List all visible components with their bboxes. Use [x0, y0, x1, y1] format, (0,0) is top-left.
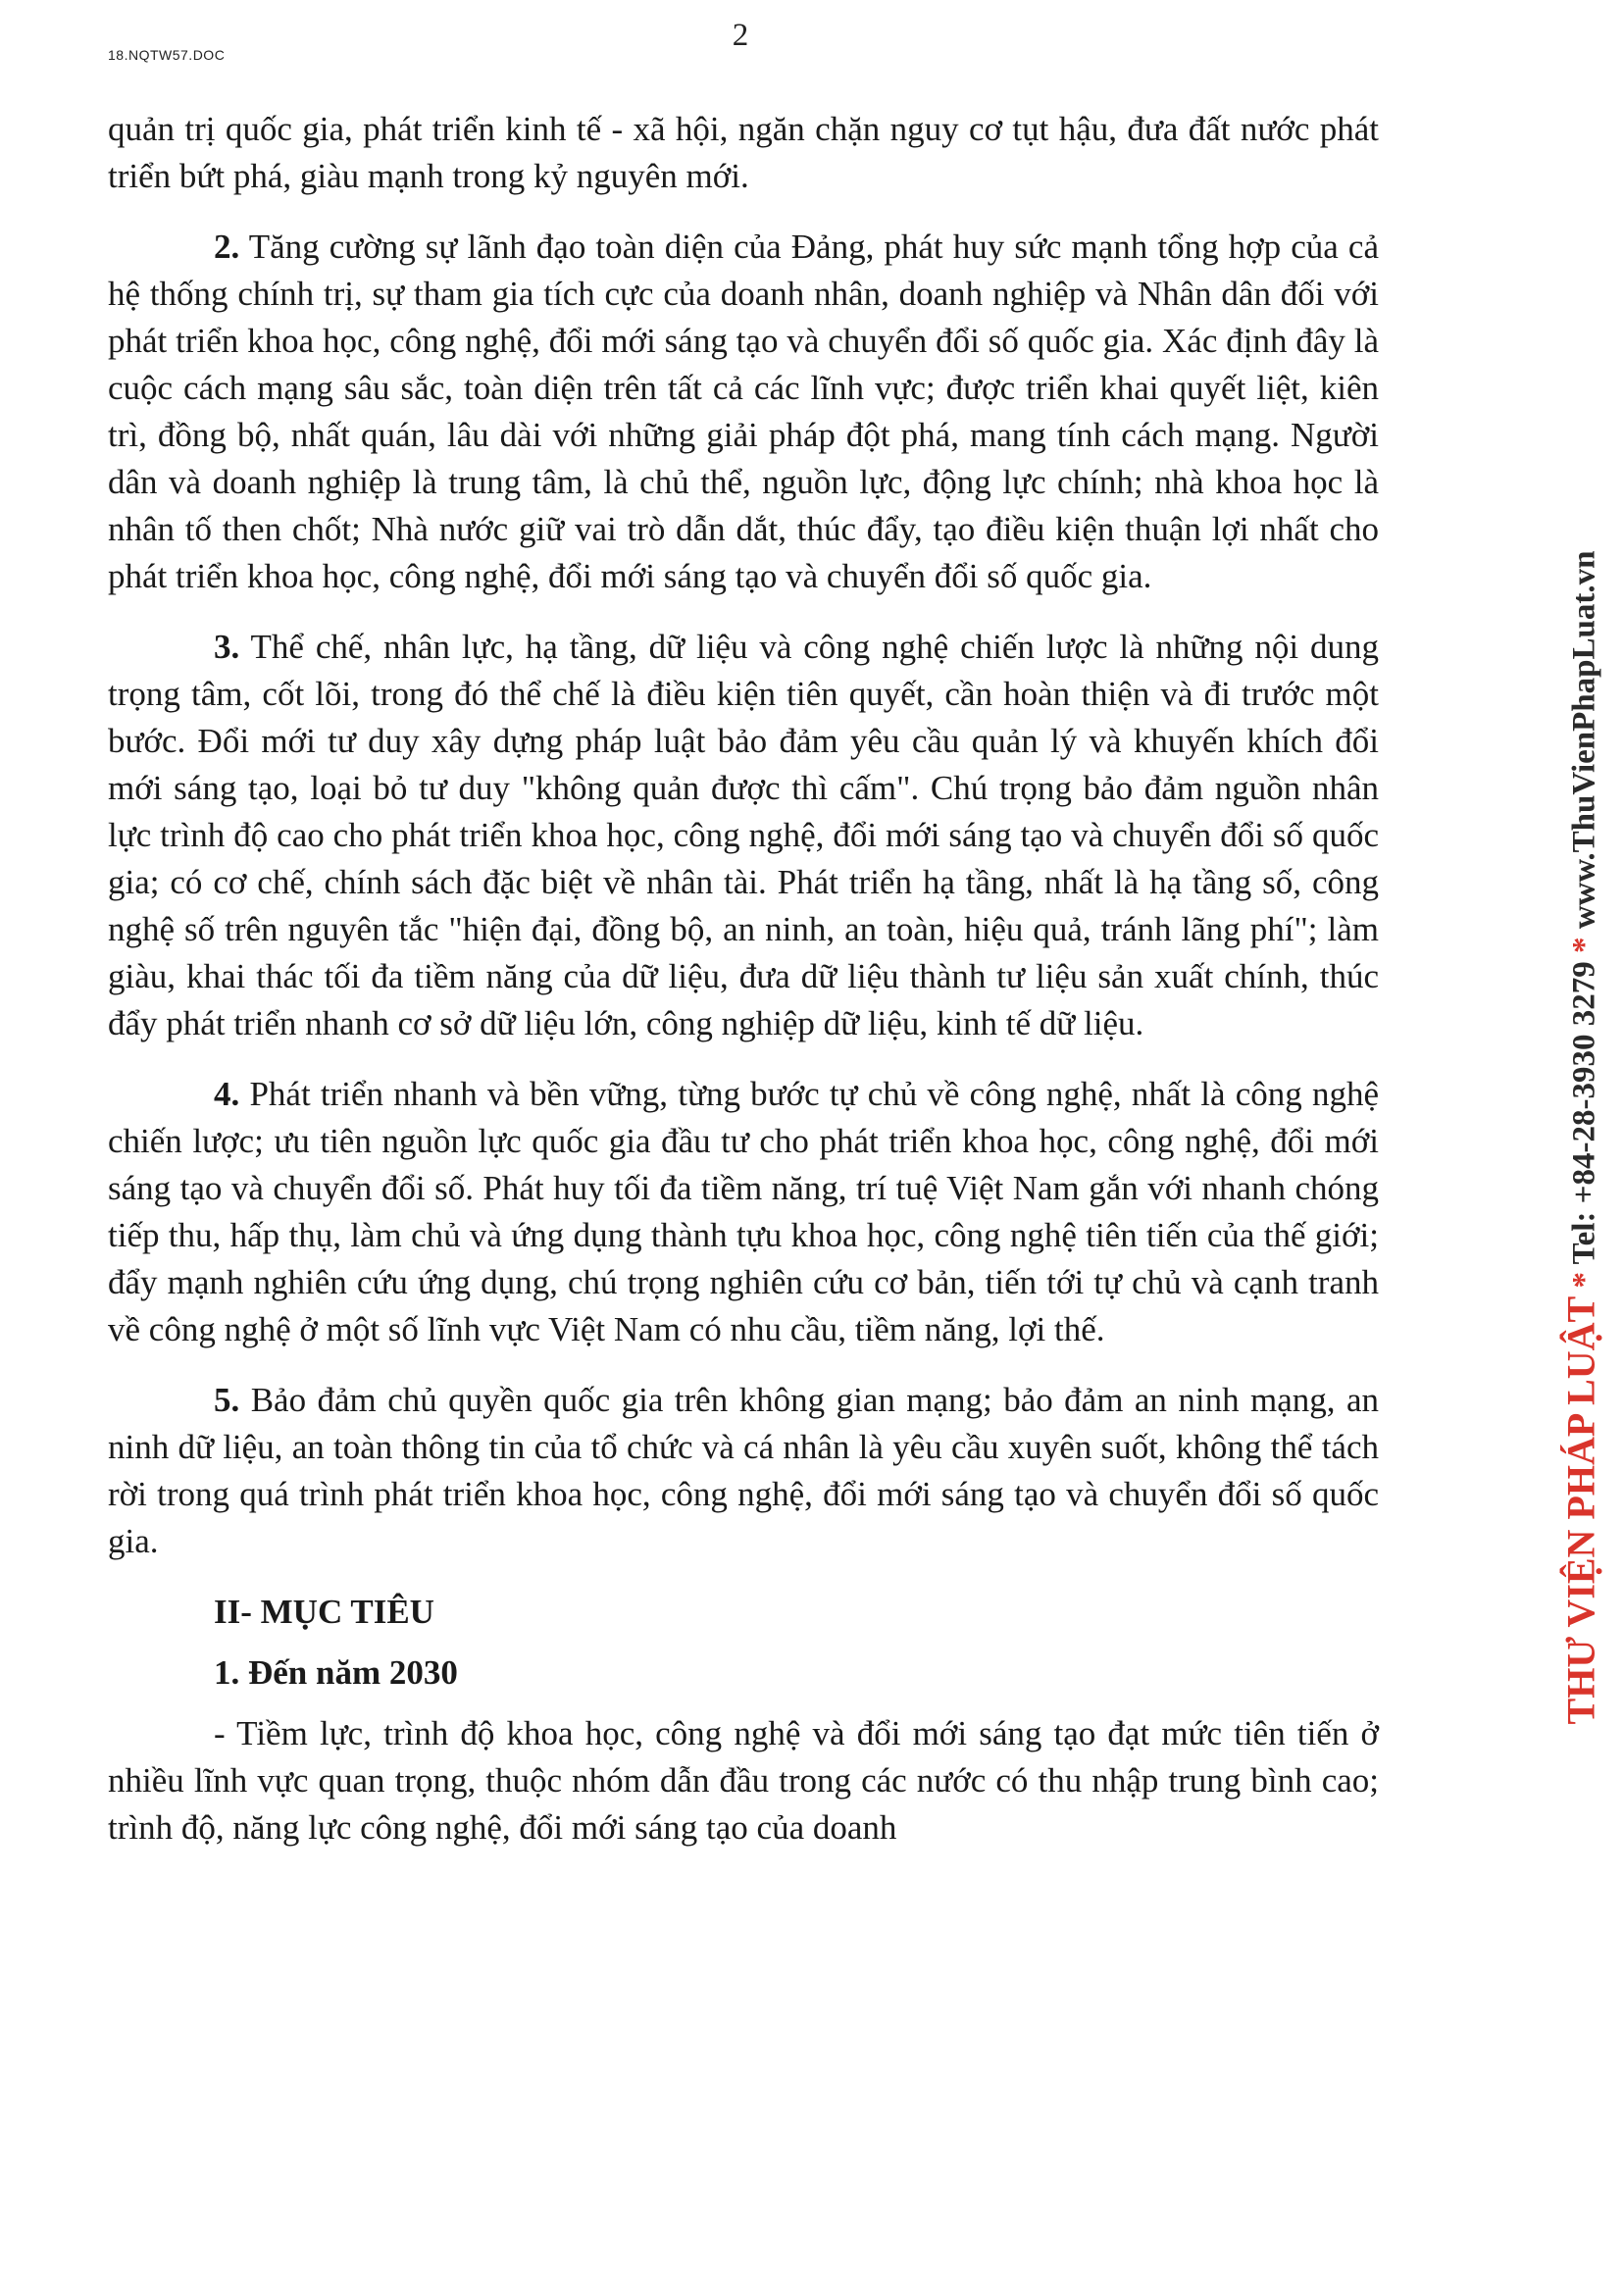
subsection-heading: 1. Đến năm 2030	[214, 1653, 458, 1692]
paragraph-point-2	[108, 224, 1379, 600]
section-heading: II- MỤC TIÊU	[214, 1593, 434, 1631]
point-number: 5.	[214, 1381, 240, 1419]
point-number: 4.	[214, 1075, 240, 1113]
page-number: 2	[732, 18, 749, 53]
paragraph-text: Thể chế, nhân lực, hạ tầng, dữ liệu và công nghệ chiến lược là những nội dung trọng tâm, cốt lõi, trong đó thể chế là điều kiện tiên quyết, cần hoàn thiện và đi trước một bước. Đổi mới tư duy xây dựng pháp luật bảo đảm yêu cầu quản lý và khuyến khích đổi mới sáng tạo, loại bỏ tư duy "không quản được thì cấm". Chú trọng bảo đảm nguồn nhân lực trình độ cao cho phát triển khoa học, công nghệ, đổi mới sáng tạo và chuyển đổi số quốc gia; có cơ chế, chính sách đặc biệt về nhân tài. Phát triển hạ tầng, nhất là hạ tầng số, công nghệ số trên nguyên tắc "hiện đại, đồng bộ, an ninh, an toàn, hiệu quả, tránh lãng phí"; làm giàu, khai thác tối đa tiềm năng của dữ liệu, đưa dữ liệu thành tư liệu sản xuất chính, thúc đẩy phát triển nhanh cơ sở dữ liệu lớn, công nghiệp dữ liệu, kinh tế dữ liệu.	[108, 628, 1379, 1042]
paragraph-point-3	[108, 624, 1379, 1047]
watermark-separator-2: *	[1566, 937, 1602, 954]
point-number: 3.	[214, 628, 240, 666]
paragraph-text: Tăng cường sự lãnh đạo toàn diện của Đảng, phát huy sức mạnh tổng hợp của cả hệ thống chính trị, sự tham gia tích cực của doanh nhân, doanh nghiệp và Nhân dân đối với phát triển khoa học, công nghệ, đổi mới sáng tạo và chuyển đổi số quốc gia. Xác định đây là cuộc cách mạng sâu sắc, toàn diện trên tất cả các lĩnh vực; được triển khai quyết liệt, kiên trì, đồng bộ, nhất quán, lâu dài với những giải pháp đột phá, mang tính cách mạng. Người dân và doanh nghiệp là trung tâm, là chủ thể, nguồn lực, động lực chính; nhà khoa học là nhân tố then chốt; Nhà nước giữ vai trò dẫn dắt, thúc đẩy, tạo điều kiện thuận lợi nhất cho phát triển khoa học, công nghệ, đổi mới sáng tạo và chuyển đổi số quốc gia.	[108, 228, 1379, 595]
paragraph-point-5	[108, 1377, 1379, 1565]
document-body	[108, 106, 1379, 1875]
file-code: 18.NQTW57.DOC	[108, 47, 226, 63]
paragraph-goal: - Tiềm lực, trình độ khoa học, công nghệ và đổi mới sáng tạo đạt mức tiên tiến ở nhiều lĩnh vực quan trọng, thuộc nhóm dẫn đầu trong các nước có thu nhập trung bình cao; trình độ, năng lực công nghệ, đổi mới sáng tạo của doanh	[108, 1714, 1379, 1847]
watermark-tel: Tel: +84-28-3930 3279	[1566, 961, 1602, 1265]
watermark-brand: THƯ VIỆN PHÁP LUẬT	[1558, 1295, 1603, 1725]
paragraph-continuation: quản trị quốc gia, phát triển kinh tế - xã hội, ngăn chặn nguy cơ tụt hậu, đưa đất nước phát triển bứt phá, giàu mạnh trong kỷ nguyên mới.	[108, 110, 1379, 195]
point-number: 2.	[214, 228, 240, 266]
paragraph-point-4	[108, 1071, 1379, 1353]
paragraph-text: Phát triển nhanh và bền vững, từng bước tự chủ về công nghệ, nhất là công nghệ chiến lược; ưu tiên nguồn lực quốc gia đầu tư cho phát triển khoa học, công nghệ, đổi mới sáng tạo và chuyển đổi số. Phát huy tối đa tiềm năng, trí tuệ Việt Nam gắn với nhanh chóng tiếp thu, hấp thụ, làm chủ và ứng dụng thành tựu khoa học, công nghệ tiên tiến của thế giới; đẩy mạnh nghiên cứu ứng dụng, chú trọng nghiên cứu cơ bản, tiến tới tự chủ và cạnh tranh về công nghệ ở một số lĩnh vực Việt Nam có nhu cầu, tiềm năng, lợi thế.	[108, 1075, 1379, 1348]
watermark	[1558, 551, 1604, 1725]
watermark-separator: *	[1566, 1272, 1602, 1289]
paragraph-text: Bảo đảm chủ quyền quốc gia trên không gian mạng; bảo đảm an ninh mạng, an ninh dữ liệu, an toàn thông tin của tổ chức và cá nhân là yêu cầu xuyên suốt, không thể tách rời trong quá trình phát triển khoa học, công nghệ, đổi mới sáng tạo và chuyển đổi số quốc gia.	[108, 1381, 1379, 1560]
watermark-site: www.ThuVienPhapLuat.vn	[1566, 550, 1602, 930]
